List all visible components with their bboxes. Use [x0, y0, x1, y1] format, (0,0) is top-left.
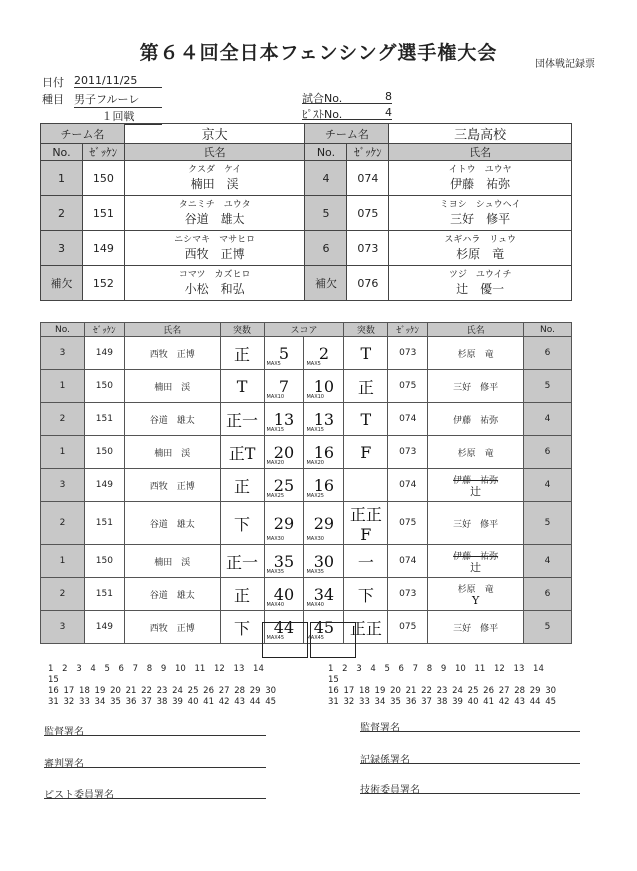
bout-left-name: 西牧 正博 — [124, 469, 220, 502]
fencer-name: 杉原 竜 — [457, 585, 494, 595]
max-score-label: MAX45 — [266, 635, 285, 641]
date-label: 日付 — [42, 76, 64, 89]
grid-row: 16 17 18 19 20 21 22 23 24 25 26 27 28 29 30 — [328, 686, 557, 696]
handwritten-mark: T — [236, 376, 248, 396]
bout-row — [41, 578, 572, 611]
bout-right-touches — [344, 370, 388, 403]
bout-right-touches — [344, 502, 388, 545]
handwritten-mark: 25 — [273, 475, 295, 495]
bout-right-bib: 074 — [388, 403, 428, 436]
handwritten-mark: 2 — [318, 343, 330, 363]
bout-right-no: 5 — [524, 502, 572, 545]
bout-score-header: スコア — [264, 323, 344, 337]
handwritten-mark: 下 — [357, 585, 374, 605]
fencer-no: 補欠 — [41, 266, 83, 301]
bout-right-bib: 074 — [388, 469, 428, 502]
fencer-name: 杉原 竜 — [457, 448, 494, 459]
fencer-no: 4 — [305, 161, 347, 196]
roster-table — [40, 123, 572, 301]
bout-right-no: 5 — [524, 611, 572, 644]
bout-left-bib: 151 — [84, 578, 124, 611]
bout-right-bib: 075 — [388, 502, 428, 545]
bout-bib-header: ｾﾞｯｹﾝ — [388, 323, 428, 337]
bout-left-no: 3 — [41, 337, 85, 370]
fencer-bib: 075 — [347, 196, 389, 231]
max-score-label: MAX30 — [306, 536, 324, 542]
left-team-label: チーム名 — [41, 124, 125, 144]
bout-right-name — [428, 337, 524, 370]
bout-right-no: 6 — [524, 337, 572, 370]
handwritten-mark: 44 — [273, 617, 295, 637]
max-score-label: MAX10 — [306, 394, 324, 400]
left-score-grid — [48, 664, 278, 708]
handwritten-mark: 10 — [313, 376, 335, 396]
grid-row: 1 2 3 4 5 6 7 8 9 10 11 12 13 14 15 — [328, 664, 544, 685]
bout-left-name: 西牧 正博 — [124, 611, 220, 644]
fencer-name-cell — [124, 266, 305, 301]
bout-left-name: 谷道 雄太 — [124, 578, 220, 611]
fencer-no: 補欠 — [305, 266, 347, 301]
form-type: 団体戦記録票 — [535, 59, 595, 70]
fencer-name-cell — [389, 231, 572, 266]
signature-line[interactable] — [44, 786, 266, 799]
bout-left-no: 2 — [41, 403, 85, 436]
handwritten-mark: 35 — [273, 551, 295, 571]
bout-left-no: 2 — [41, 578, 85, 611]
fencer-name: 谷道 雄太 — [184, 212, 245, 226]
handwritten-mark: 下 — [234, 514, 251, 534]
bout-right-score — [304, 337, 344, 370]
right-no-header: No. — [305, 144, 347, 161]
bout-right-name — [428, 370, 524, 403]
fencer-name: 西牧 正博 — [184, 247, 245, 261]
fencer-name-cell — [389, 161, 572, 196]
bout-left-name: 谷道 雄太 — [124, 502, 220, 545]
bout-right-name — [428, 502, 524, 545]
fencer-name-cell — [124, 161, 305, 196]
handwritten-mark: 13 — [273, 409, 295, 429]
bout-left-name: 楠田 渓 — [124, 545, 220, 578]
bout-row — [41, 436, 572, 469]
left-no-header: No. — [41, 144, 83, 161]
fencer-name: 杉原 竜 — [456, 247, 505, 261]
fencer-name: 伊藤 祐弥 — [453, 552, 499, 562]
bout-right-score — [304, 469, 344, 502]
handwritten-mark: 40 — [273, 584, 295, 604]
bout-right-bib: 073 — [388, 337, 428, 370]
bout-right-score — [304, 403, 344, 436]
bout-right-bib: 075 — [388, 611, 428, 644]
handwritten-mark: 20 — [273, 442, 295, 462]
fencer-kana: ツジ ユウイチ — [448, 270, 512, 280]
final-score-left-box — [262, 622, 308, 658]
handwritten-mark: 正正 — [349, 618, 382, 638]
date-value: 2011/11/25 — [74, 74, 162, 88]
bout-left-name: 楠田 渓 — [124, 436, 220, 469]
max-score-label: MAX35 — [266, 569, 285, 575]
fencer-kana: イトウ ユウヤ — [448, 165, 512, 175]
bout-no-header: No. — [524, 323, 572, 337]
signature-line[interactable] — [44, 755, 266, 768]
bout-left-no: 2 — [41, 502, 85, 545]
bout-right-no: 6 — [524, 436, 572, 469]
bout-right-bib: 075 — [388, 370, 428, 403]
max-score-label: MAX35 — [306, 569, 324, 575]
bout-right-name — [428, 469, 524, 502]
right-team-name: 三島高校 — [389, 124, 572, 144]
fencer-name-cell — [124, 231, 305, 266]
fencer-name-cell — [389, 266, 572, 301]
round-value: １回戦 — [74, 108, 162, 125]
max-score-label: MAX15 — [306, 427, 324, 433]
bout-left-no: 1 — [41, 370, 85, 403]
fencer-bib: 149 — [82, 231, 124, 266]
handwritten-mark: 13 — [313, 409, 335, 429]
fencer-no: 5 — [305, 196, 347, 231]
left-team-name: 京大 — [124, 124, 305, 144]
bout-right-bib: 073 — [388, 578, 428, 611]
referee-signature-label: 審判署名 — [44, 759, 84, 770]
handwritten-mark: 正正F — [349, 505, 382, 544]
bout-right-name — [428, 611, 524, 644]
bout-left-name: 西牧 正博 — [124, 337, 220, 370]
signature-line[interactable] — [360, 781, 580, 794]
bout-right-name — [428, 403, 524, 436]
fencer-no: 2 — [41, 196, 83, 231]
fencer-no: 1 — [41, 161, 83, 196]
bout-right-touches — [344, 578, 388, 611]
handwritten-mark: 16 — [313, 475, 335, 495]
fencer-kana: ミヨシ シュウヘイ — [439, 200, 521, 210]
bout-left-score — [264, 578, 304, 611]
bout-left-bib: 151 — [84, 502, 124, 545]
substitute-mark: 辻 — [470, 485, 482, 498]
bout-left-bib: 150 — [84, 370, 124, 403]
coach-signature-label-right: 監督署名 — [360, 723, 400, 734]
max-score-label: MAX40 — [266, 602, 285, 608]
right-score-grid — [328, 664, 558, 708]
substitute-mark: 辻 — [470, 561, 482, 574]
fencer-kana: タニミチ ユウタ — [178, 200, 251, 210]
bouts-table — [40, 322, 572, 644]
bout-left-no: 1 — [41, 545, 85, 578]
fencer-kana: コマツ カズヒロ — [178, 270, 251, 280]
fencer-kana: クスダ ケイ — [188, 165, 242, 175]
technical-officer-signature-label: 技術委員署名 — [360, 785, 420, 796]
bout-right-no: 6 — [524, 578, 572, 611]
bout-right-no: 5 — [524, 370, 572, 403]
bout-left-touches — [220, 469, 264, 502]
handwritten-mark: 16 — [313, 442, 335, 462]
max-score-label: MAX45 — [306, 635, 324, 641]
bout-right-touches — [344, 545, 388, 578]
fencer-bib: 073 — [347, 231, 389, 266]
bout-left-bib: 149 — [84, 611, 124, 644]
fencer-no: 3 — [41, 231, 83, 266]
signature-line[interactable] — [44, 723, 266, 736]
bout-left-bib: 151 — [84, 403, 124, 436]
handwritten-mark: 45 — [313, 617, 335, 637]
fencer-name: 伊藤 祐弥 — [453, 476, 499, 486]
handwritten-mark: 29 — [273, 513, 295, 533]
bout-left-touches — [220, 337, 264, 370]
bout-bib-header: ｾﾞｯｹﾝ — [84, 323, 124, 337]
fencer-bib: 074 — [347, 161, 389, 196]
match-label: 試合No. — [302, 92, 343, 105]
bout-left-score — [264, 370, 304, 403]
max-score-label: MAX10 — [266, 394, 285, 400]
bout-left-no: 1 — [41, 436, 85, 469]
bout-left-bib: 150 — [84, 436, 124, 469]
grid-row: 31 32 33 34 35 36 37 38 39 40 41 42 43 44 45 — [48, 697, 277, 707]
bout-right-touches — [344, 469, 388, 502]
max-score-label: MAX25 — [306, 493, 324, 499]
bout-left-bib: 150 — [84, 545, 124, 578]
handwritten-mark: 34 — [313, 584, 335, 604]
bout-row — [41, 502, 572, 545]
bout-left-score — [264, 337, 304, 370]
fencer-name: 楠田 渓 — [190, 177, 239, 191]
bout-left-no: 3 — [41, 611, 85, 644]
event-value: 男子フルーレ — [74, 91, 162, 108]
fencer-no: 6 — [305, 231, 347, 266]
final-score-right-box — [310, 622, 356, 658]
signature-line[interactable] — [360, 751, 580, 764]
substitute-mark: Y — [471, 594, 480, 607]
piste-value: 4 — [302, 106, 392, 120]
fencer-name: 杉原 竜 — [457, 349, 494, 360]
fencer-name: 三好 修平 — [453, 382, 499, 393]
bout-left-name: 谷道 雄太 — [124, 403, 220, 436]
fencer-bib: 152 — [82, 266, 124, 301]
left-bib-header: ｾﾞｯｹﾝ — [82, 144, 124, 161]
bout-right-score — [304, 545, 344, 578]
bout-left-touches — [220, 403, 264, 436]
right-bib-header: ｾﾞｯｹﾝ — [347, 144, 389, 161]
bout-no-header: No. — [41, 323, 85, 337]
fencer-bib: 076 — [347, 266, 389, 301]
coach-signature-label-left: 監督署名 — [44, 727, 84, 738]
handwritten-mark: 正一 — [226, 410, 259, 430]
bout-left-touches — [220, 502, 264, 545]
max-score-label: MAX20 — [266, 460, 285, 466]
handwritten-mark: 正一 — [226, 552, 259, 572]
handwritten-mark: F — [360, 442, 372, 462]
handwritten-mark: 5 — [278, 343, 290, 363]
bout-left-score — [264, 502, 304, 545]
bout-right-score — [304, 436, 344, 469]
handwritten-mark: 正 — [234, 344, 251, 364]
bout-touches-header: 突数 — [344, 323, 388, 337]
handwritten-mark: T — [360, 343, 372, 363]
roster-row — [41, 266, 572, 301]
handwritten-mark: 正 — [357, 377, 374, 397]
roster-row — [41, 231, 572, 266]
piste-label: ﾋﾟｽﾄNo. — [302, 108, 343, 121]
bout-left-score — [264, 403, 304, 436]
bout-left-name: 楠田 渓 — [124, 370, 220, 403]
right-name-header: 氏名 — [389, 144, 572, 161]
bout-right-bib: 073 — [388, 436, 428, 469]
bout-left-score — [264, 436, 304, 469]
left-name-header: 氏名 — [124, 144, 305, 161]
fencer-name: 三好 修平 — [453, 519, 499, 530]
handwritten-mark: T — [360, 409, 372, 429]
max-score-label: MAX25 — [266, 493, 285, 499]
fencer-name: 小松 和弘 — [184, 282, 245, 296]
handwritten-mark: 正 — [234, 585, 251, 605]
bout-right-score — [304, 370, 344, 403]
right-team-label: チーム名 — [305, 124, 389, 144]
bout-right-name — [428, 578, 524, 611]
fencer-name-cell — [389, 196, 572, 231]
bout-row — [41, 469, 572, 502]
bout-right-bib: 074 — [388, 545, 428, 578]
max-score-label: MAX20 — [306, 460, 324, 466]
page-title: 第６４回全日本フェンシング選手権大会 — [139, 42, 498, 64]
bout-name-header: 氏名 — [428, 323, 524, 337]
max-score-label: MAX30 — [266, 536, 285, 542]
handwritten-mark: 一 — [357, 552, 374, 572]
roster-row — [41, 161, 572, 196]
handwritten-mark: 29 — [313, 513, 335, 533]
recorder-signature-label: 記録係署名 — [360, 755, 410, 766]
bout-right-score — [304, 502, 344, 545]
bout-row — [41, 337, 572, 370]
bout-row — [41, 370, 572, 403]
handwritten-mark: 下 — [234, 618, 251, 638]
bout-right-score — [304, 578, 344, 611]
fencer-name: 辻 優一 — [456, 282, 505, 296]
max-score-label: MAX40 — [306, 602, 324, 608]
fencer-name: 三好 修平 — [453, 623, 499, 634]
bout-left-score — [264, 545, 304, 578]
bout-row — [41, 545, 572, 578]
bout-right-name — [428, 545, 524, 578]
max-score-label: MAX5 — [266, 361, 281, 367]
fencer-name-cell — [124, 196, 305, 231]
fencer-bib: 150 — [82, 161, 124, 196]
bout-left-touches — [220, 545, 264, 578]
bout-left-touches — [220, 578, 264, 611]
max-score-label: MAX5 — [306, 361, 321, 367]
match-value: 8 — [302, 90, 392, 104]
grid-row: 16 17 18 19 20 21 22 23 24 25 26 27 28 29 30 — [48, 686, 277, 696]
fencer-name: 伊藤 祐弥 — [450, 177, 511, 191]
bout-right-no: 4 — [524, 469, 572, 502]
grid-row: 31 32 33 34 35 36 37 38 39 40 41 42 43 44 45 — [328, 697, 557, 707]
max-score-label: MAX15 — [266, 427, 285, 433]
roster-row — [41, 196, 572, 231]
bout-left-bib: 149 — [84, 469, 124, 502]
handwritten-mark: 正 — [234, 476, 251, 496]
bout-right-name — [428, 436, 524, 469]
fencer-name: 三好 修平 — [450, 212, 511, 226]
event-label: 種目 — [42, 93, 64, 106]
bout-right-no: 4 — [524, 403, 572, 436]
bout-left-touches — [220, 436, 264, 469]
fencer-kana: ニシマキ マサヒロ — [174, 235, 256, 245]
bout-left-touches — [220, 611, 264, 644]
handwritten-mark: 30 — [313, 551, 335, 571]
bout-right-touches — [344, 436, 388, 469]
bout-left-no: 3 — [41, 469, 85, 502]
signature-line[interactable] — [360, 719, 580, 732]
fencer-name: 伊藤 祐弥 — [453, 415, 499, 426]
bout-left-touches — [220, 370, 264, 403]
bout-touches-header: 突数 — [220, 323, 264, 337]
piste-officer-signature-label: ピスト委員署名 — [44, 790, 114, 801]
fencer-kana: スギハラ リュウ — [444, 235, 517, 245]
bout-name-header: 氏名 — [124, 323, 220, 337]
fencer-bib: 151 — [82, 196, 124, 231]
bout-left-score — [264, 469, 304, 502]
handwritten-mark: 7 — [278, 376, 290, 396]
bout-right-touches — [344, 403, 388, 436]
bout-left-bib: 149 — [84, 337, 124, 370]
handwritten-mark: 正T — [228, 443, 256, 463]
bout-right-touches — [344, 337, 388, 370]
grid-row: 1 2 3 4 5 6 7 8 9 10 11 12 13 14 15 — [48, 664, 264, 685]
bout-right-no: 4 — [524, 545, 572, 578]
bout-row — [41, 403, 572, 436]
